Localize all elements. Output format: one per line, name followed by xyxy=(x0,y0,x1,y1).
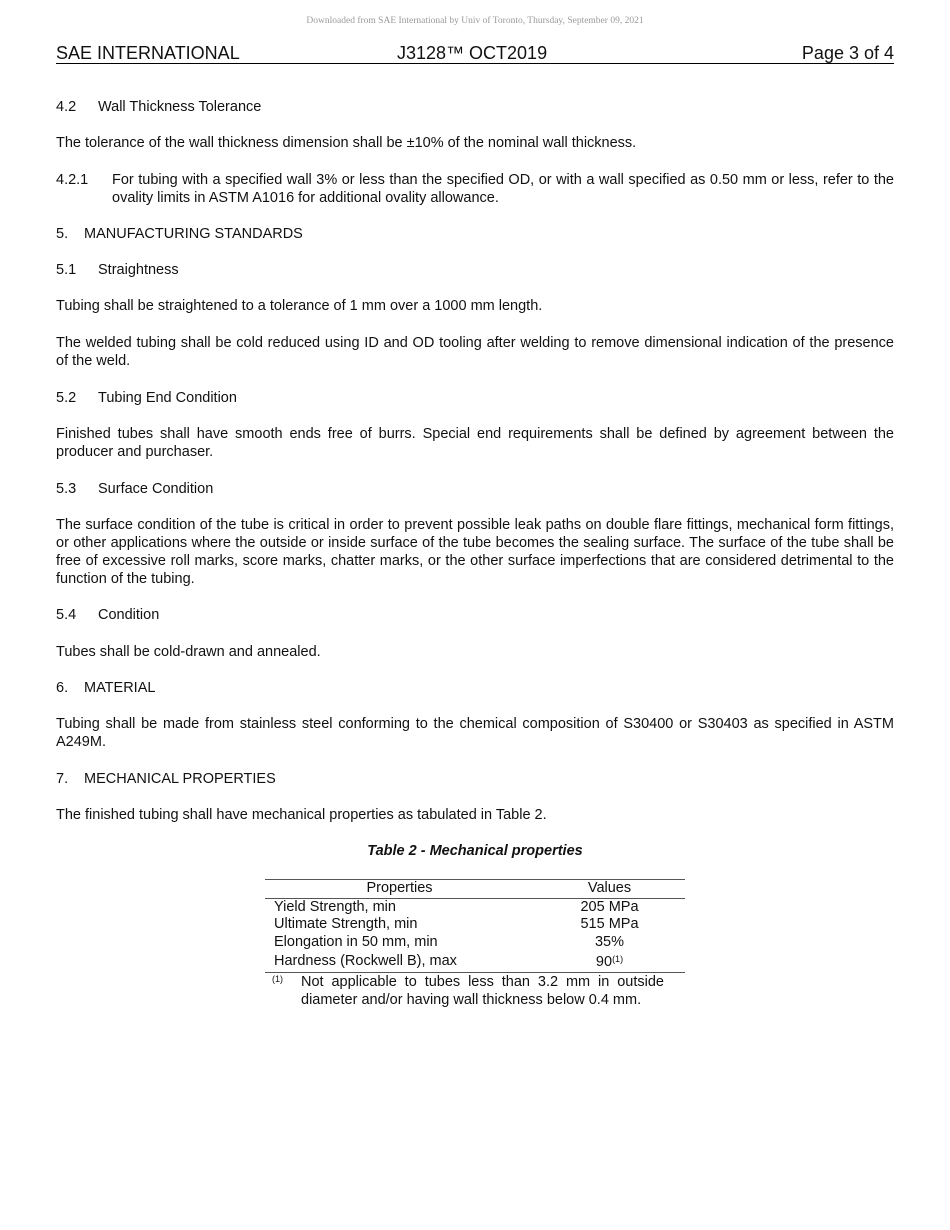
section-7-heading xyxy=(56,770,894,788)
download-watermark: Downloaded from SAE International by Univ of Toronto, Thursday, September 09, 2021 xyxy=(306,16,644,26)
section-5-2-paragraph: Finished tubes shall have smooth ends free of burrs. Special end requirements shall be defined by agreement between the producer and purchaser. xyxy=(56,426,894,460)
section-number: 5. xyxy=(56,226,69,242)
section-number: 5.2 xyxy=(56,390,77,406)
footnote-reference: (1) xyxy=(612,954,624,964)
value-cell: 205 MPa xyxy=(580,898,639,915)
property-cell: Hardness (Rockwell B), max xyxy=(265,951,534,972)
section-5-2-heading xyxy=(56,389,894,407)
section-title: Surface Condition xyxy=(98,481,214,497)
header-page-number: Page 3 of 4 xyxy=(801,43,894,63)
table-footnote xyxy=(272,973,664,1009)
section-number: 4.2 xyxy=(56,99,77,115)
section-title: Straightness xyxy=(98,262,179,278)
section-5-3-paragraph: The surface condition of the tube is critical in order to prevent possible leak paths on double flare fittings, mechanical form fittings, or other applications where the outside or inside surface of the tube becomes the sealing surface. The surface of the tube shall be free of excessive roll marks, score marks, chatter marks, or the other surface imperfections that are considered detrimental to the function of the tubing. xyxy=(56,517,894,587)
section-5-4-paragraph: Tubes shall be cold-drawn and annealed. xyxy=(56,644,321,660)
section-5-4-heading xyxy=(56,606,894,624)
section-4-2-1 xyxy=(56,171,894,207)
page-header xyxy=(56,43,894,64)
section-5-3-heading xyxy=(56,480,894,498)
table-row xyxy=(265,951,685,972)
footnote-text: Not applicable to tubes less than 3.2 mm in outside diameter and/or having wall thickness below 0.4 mm. xyxy=(301,974,664,1008)
section-title: MANUFACTURING STANDARDS xyxy=(84,226,303,242)
section-title: Condition xyxy=(98,607,160,623)
footnote-mark: (1) xyxy=(272,974,283,984)
mechanical-properties-table xyxy=(265,879,685,973)
table-header-row xyxy=(265,880,685,899)
table-row xyxy=(265,916,685,934)
hardness-value: 90 xyxy=(595,954,613,970)
header-doc-id: J3128™ OCT2019 xyxy=(397,43,548,63)
section-6-heading xyxy=(56,679,894,697)
table-2-caption: Table 2 - Mechanical properties xyxy=(367,843,583,859)
section-number: 7. xyxy=(56,771,69,787)
section-4-2-paragraph: The tolerance of the wall thickness dimension shall be ±10% of the nominal wall thickness. xyxy=(56,135,637,151)
column-header-properties: Properties xyxy=(265,880,534,899)
property-cell: Elongation in 50 mm, min xyxy=(274,933,438,950)
section-5-1-paragraph-2: The welded tubing shall be cold reduced using ID and OD tooling after welding to remove dimensional indication of the presence of the weld. xyxy=(56,335,894,369)
section-number: 5.3 xyxy=(56,481,77,497)
property-cell: Yield Strength, min xyxy=(274,898,396,915)
value-cell xyxy=(534,951,685,972)
section-number: 5.1 xyxy=(56,262,77,278)
section-5-1-paragraph-1: Tubing shall be straightened to a tolerance of 1 mm over a 1000 mm length. xyxy=(56,298,543,314)
table-row xyxy=(265,898,685,916)
section-7-paragraph: The finished tubing shall have mechanical properties as tabulated in Table 2. xyxy=(56,807,547,823)
table-row xyxy=(265,934,685,952)
section-6-paragraph: Tubing shall be made from stainless steel conforming to the chemical composition of S30400 or S30403 as specified in ASTM A249M. xyxy=(56,716,894,750)
section-5-heading xyxy=(56,225,894,243)
section-4-2-heading xyxy=(56,98,894,116)
section-title: Tubing End Condition xyxy=(98,390,237,406)
value-cell: 35% xyxy=(594,933,625,950)
column-header-values: Values xyxy=(534,880,685,899)
section-5-1-heading xyxy=(56,261,894,279)
section-title: MATERIAL xyxy=(84,680,156,696)
section-4-2-1-paragraph: For tubing with a specified wall 3% or less than the specified OD, or with a wall specified as 0.50 mm or less, refer to the ovality limits in ASTM A1016 for additional ovality allowance. xyxy=(112,172,894,206)
section-title: Wall Thickness Tolerance xyxy=(98,99,262,115)
section-number: 6. xyxy=(56,680,69,696)
header-org: SAE INTERNATIONAL xyxy=(56,43,240,63)
section-number: 5.4 xyxy=(56,607,77,623)
property-cell: Ultimate Strength, min xyxy=(274,916,418,932)
value-cell: 515 MPa xyxy=(580,916,639,932)
section-title: MECHANICAL PROPERTIES xyxy=(84,771,276,787)
section-number: 4.2.1 xyxy=(56,172,89,188)
